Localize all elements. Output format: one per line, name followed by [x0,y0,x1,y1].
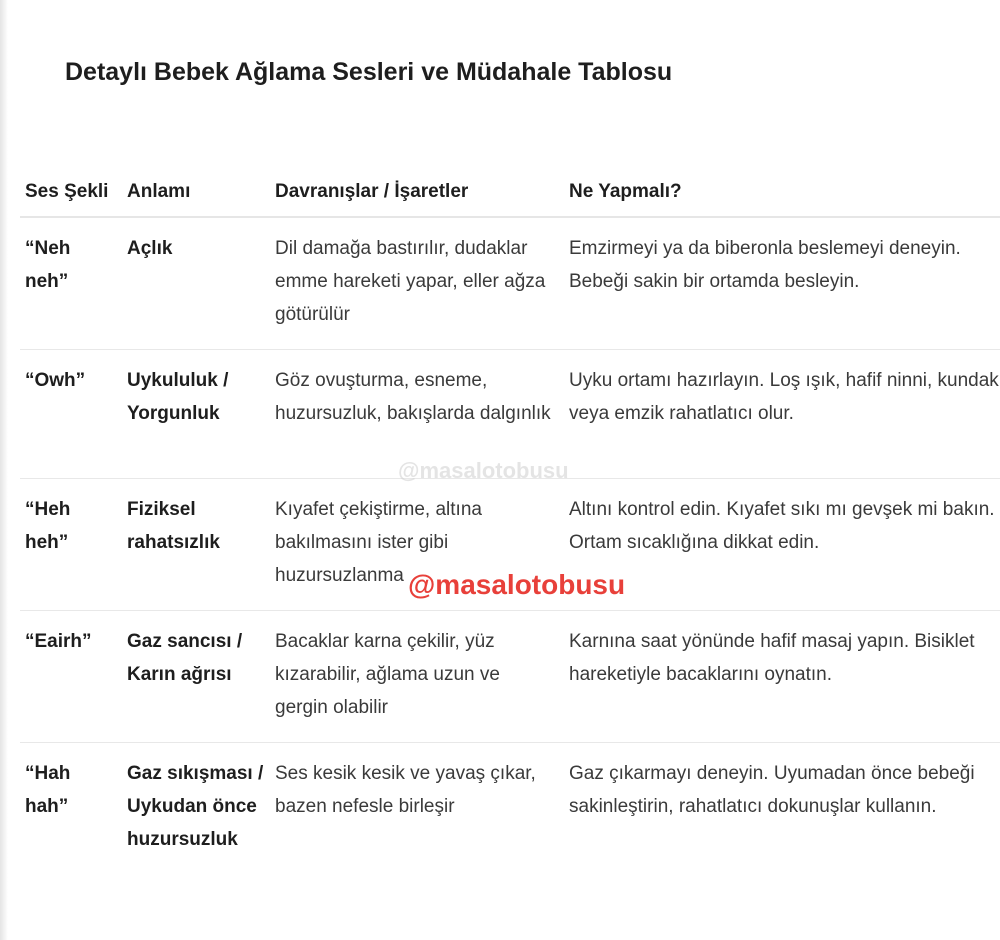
cell-action: Altını kontrol edin. Kıyafet sıkı mı gevşek mi bakın. Ortam sıcaklığına dikkat edin. [569,499,995,553]
table-header-row [20,124,1000,217]
left-edge-shadow [0,0,8,940]
cell-sound: “Owh” [25,370,86,391]
cry-sounds-table [20,124,1000,874]
cell-behavior: Dil damağa bastırılır, dudaklar emme hareketi yapar, eller ağza götürülür [275,238,546,325]
cell-meaning: Uykululuk / Yorgunluk [127,370,229,424]
cell-sound: “Heh heh” [25,499,71,553]
cell-action: Gaz çıkarmayı deneyin. Uyumadan önce bebeği sakinleştirin, rahatlatıcı dokunuşlar kullanın. [569,763,975,817]
cell-meaning: Açlık [127,238,173,259]
cell-action: Uyku ortamı hazırlayın. Loş ışık, hafif ninni, kundak veya emzik rahatlatıcı olur. [569,370,999,424]
cell-sound: “Eairh” [25,631,92,652]
table-row [20,743,1000,875]
header-meaning: Anlamı [127,181,191,202]
page-title: Detaylı Bebek Ağlama Sesleri ve Müdahale Tablosu [65,58,673,86]
watermark: @masalotobusu [408,569,626,600]
header-sound: Ses Şekli [25,181,109,202]
header-action: Ne Yapmalı? [569,181,682,202]
cell-meaning: Gaz sıkışması / Uykudan önce huzursuzluk [127,763,264,850]
cell-behavior: Ses kesik kesik ve yavaş çıkar, bazen nefesle birleşir [275,763,536,817]
table-row [20,217,1000,350]
cell-behavior: Göz ovuşturma, esneme, huzursuzluk, bakışlarda dalgınlık [275,370,551,424]
header-behavior: Davranışlar / İşaretler [275,181,469,202]
cell-behavior: Bacaklar karna çekilir, yüz kızarabilir, ağlama uzun ve gergin olabilir [275,631,500,718]
cell-behavior: Kıyafet çekiştirme, altına bakılmasını ister gibi huzursuzlanma [275,499,482,586]
cell-sound: “Hah hah” [25,763,71,817]
cell-meaning: Fiziksel rahatsızlık [127,499,220,553]
table-row [20,611,1000,743]
watermark-faint: @masalotobusu [398,458,569,483]
cell-meaning: Gaz sancısı / Karın ağrısı [127,631,243,685]
cell-sound: “Neh neh” [25,238,71,292]
cell-action: Karnına saat yönünde hafif masaj yapın. Bisiklet hareketiyle bacaklarını oynatın. [569,631,975,685]
cell-action: Emzirmeyi ya da biberonla beslemeyi deneyin. Bebeği sakin bir ortamda besleyin. [569,238,961,292]
